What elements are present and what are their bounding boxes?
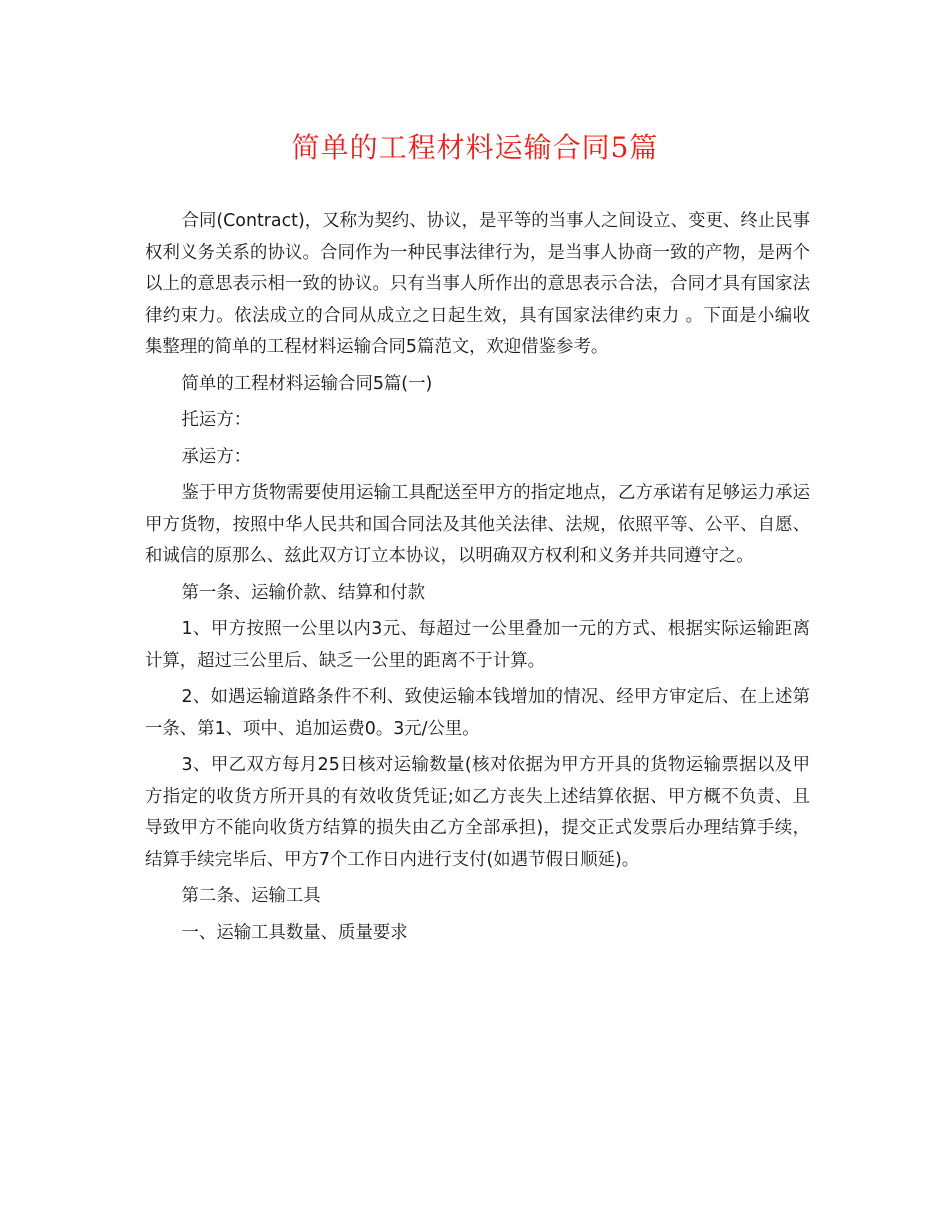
clause-1-3: 3、甲乙双方每月25日核对运输数量(核对依据为甲方开具的货物运输票据以及甲方指定的收货方所开具的有效收货凭证;如乙方丧失上述结算依据、甲方概不负责、且导致甲方不能向收货方结算的损失由乙方全部承担)，提交正式发票后办理结算手续，结算手续完毕后、甲方7个工作日内进行支付(如遇节假日顺延)。 (145, 755, 810, 870)
clause-1-2: 2、如遇运输道路条件不利、致使运输本钱增加的情况、经甲方审定后、在上述第一条、第1、项中、追加运费0。3元/公里。 (145, 687, 810, 739)
document-title: 简单的工程材料运输合同5篇 (291, 131, 659, 164)
article-2-heading: 第二条、运输工具 (181, 886, 321, 906)
section-heading: 一、运输工具数量、质量要求 (181, 922, 408, 943)
document-body (145, 206, 810, 954)
contract-heading: 简单的工程材料运输合同5篇(一) (181, 373, 433, 394)
carrier-line: 承运方： (181, 446, 252, 467)
clause-1-1: 1、甲方按照一公里以内3元、每超过一公里叠加一元的方式、根据实际运输距离计算，超过三公里后、缺乏一公里的距离不于计算。 (145, 619, 810, 671)
article-1-heading: 第一条、运输价款、结算和付款 (181, 582, 426, 603)
shipper-line: 托运方： (181, 410, 252, 430)
intro-paragraph: 合同(Contract)，又称为契约、协议，是平等的当事人之间设立、变更、终止民事权利义务关系的协议。合同作为一种民事法律行为，是当事人协商一致的产物，是两个以上的意思表示相一致的协议。只有当事人所作出的意思表示合法，合同才具有国家法律约束力。依法成立的合同从成立之日起生效，具有国家法律约束力 。下面是小编收集整理的简单的工程材料运输合同5篇范文，欢迎借鉴参考。 (145, 211, 810, 357)
preamble-paragraph: 鉴于甲方货物需要使用运输工具配送至甲方的指定地点，乙方承诺有足够运力承运甲方货物，按照中华人民共和国合同法及其他关法律、法规，依照平等、公平、自愿、和诚信的原那么、兹此双方订立本协议，以明确双方权利和义务并共同遵守之。 (145, 483, 810, 566)
